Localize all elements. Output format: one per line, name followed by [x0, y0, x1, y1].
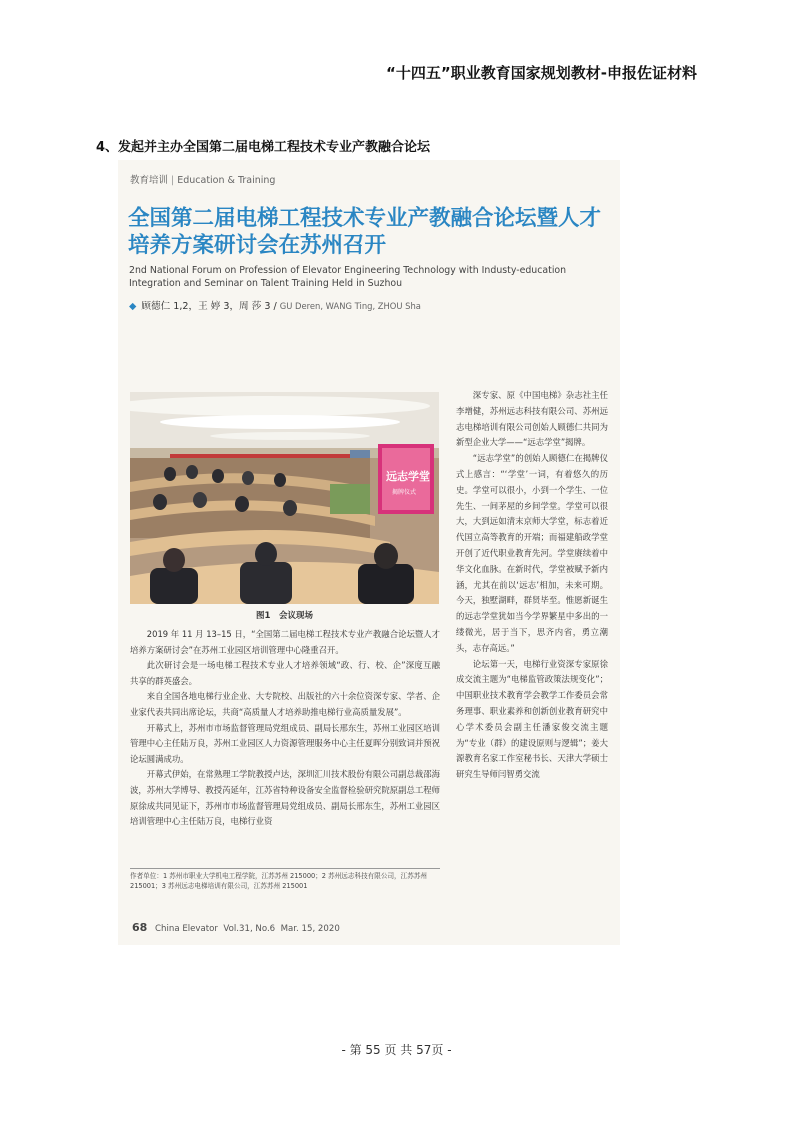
author-affiliation-footnote: 作者单位：1 苏州市职业大学机电工程学院，江苏苏州 215000；2 苏州远志科技有限公司，江苏苏州 215001；3 苏州远志电梯培训有限公司，江苏苏州 215001	[130, 868, 440, 891]
article-authors	[129, 298, 421, 312]
authors-en: GU Deren, WANG Ting, ZHOU Sha	[279, 301, 421, 311]
figure-caption: 图1 会议现场	[256, 611, 313, 621]
category-separator: |	[171, 175, 175, 186]
magazine-journal-name: China Elevator	[155, 924, 218, 934]
article-paragraph: 2019 年 11 月 13–15 日，“全国第二届电梯工程技术专业产教融合论坛暨人才培养方案研讨会”在苏州工业园区培训管理中心隆重召开。	[130, 629, 440, 655]
banner-text: 远志学堂	[386, 470, 430, 483]
conference-photo	[130, 392, 439, 604]
article-paragraph: 来自全国各地电梯行业企业、大专院校、出版社的六十余位资深专家、学者、企业家代表共同出席论坛，共商“高质量人才培养助推电梯行业高质量发展”。	[130, 691, 440, 717]
category-cn: 教育培训	[130, 175, 169, 186]
diamond-bullet-icon: ◆	[129, 301, 137, 312]
magazine-page-number: 68	[132, 921, 148, 934]
section-heading: 4、发起并主办全国第二届电梯工程技术专业产教融合论坛	[96, 140, 431, 155]
article-paragraph: 此次研讨会是一场电梯工程技术专业人才培养领域“政、行、校、企”深度互融共享的群英盛会。	[130, 660, 440, 686]
magazine-date: Mar. 15, 2020	[280, 924, 340, 934]
article-paragraph: 论坛第一天，电梯行业资深专家原徐成交流主题为“电梯监管政策法规变化”；中国职业技术教育学会教学工作委员会常务理事、职业素养和创新创业教育研究中心学术委员会副主任潘家俊交流主题为“专业（群）的建设原则与逻辑”；姜大源教育名家工作室秘书长、天津大学硕士研究生导师闫智勇交流	[456, 658, 608, 780]
authors-cn: 顾德仁 1,2，王 婷 3，周 莎 3 /	[141, 301, 277, 312]
magazine-category	[130, 172, 275, 186]
category-en: Education & Training	[177, 175, 276, 186]
article-left-column	[130, 627, 440, 830]
magazine-issue: Vol.31, No.6	[223, 924, 276, 934]
page-number: - 第 55 页 共 57页 -	[341, 1043, 452, 1057]
article-paragraph: 深专家、原《中国电梯》杂志社主任李增健，苏州远志科技有限公司、苏州远志电梯培训有限公司创始人顾德仁共同为新型企业大学——“远志学堂”揭牌。	[456, 390, 608, 448]
magazine-footer	[132, 921, 340, 934]
magazine-scan	[118, 160, 620, 945]
document-header-title: “十四五”职业教育国家规划教材-申报佐证材料	[386, 64, 697, 82]
article-title-en: 2nd National Forum on Profession of Elevator Engineering Technology with Industy-education Integration and Seminar on Talent Training Held in Suzhou	[129, 265, 567, 289]
article-paragraph: 开幕式上，苏州市市场监督管理局党组成员、副局长邢东生，苏州工业园区培训管理中心主任陆万良，苏州工业园区人力资源管理服务中心主任夏晖分别致词并预祝论坛圆满成功。	[130, 722, 440, 764]
banner-subtext: 揭牌仪式	[392, 489, 417, 496]
article-right-column	[456, 388, 608, 783]
article-paragraph: 开幕式伊始，在常熟理工学院教授卢达，深圳汇川技术股份有限公司副总裁邵海波，苏州大学博导、教授芮延年，江苏省特种设备安全监督检验研究院原副总工程师原徐成共同见证下，苏州市市场监督管理局党组成员、副局长邢东生，苏州工业园区培训管理中心主任陆万良，电梯行业资	[130, 769, 440, 827]
article-title-cn: 全国第二届电梯工程技术专业产教融合论坛暨人才培养方案研讨会在苏州召开	[128, 206, 602, 258]
article-paragraph: “远志学堂”的创始人顾德仁在揭牌仪式上感言：“‘学堂’一词，有着悠久的历史。学堂可以很小，小到一个学生、一位先生、一间茅屋的乡间学堂。学堂可以很大，大到远如清末京师大学堂，标志着近代国立高等教育的开端；而福建船政学堂开创了近代职业教育先河。学堂赓续着中华文化血脉。在新时代，学堂被赋予新内涵，尤其在前以‘远志’相加，未来可期。今天，独墅湖畔，群贤毕至。惟愿新诞生的远志学堂犹如当今学界繁星中多出的一缕微光，居于当下，思齐内省，勇立潮头，志存高远。”	[456, 453, 608, 653]
